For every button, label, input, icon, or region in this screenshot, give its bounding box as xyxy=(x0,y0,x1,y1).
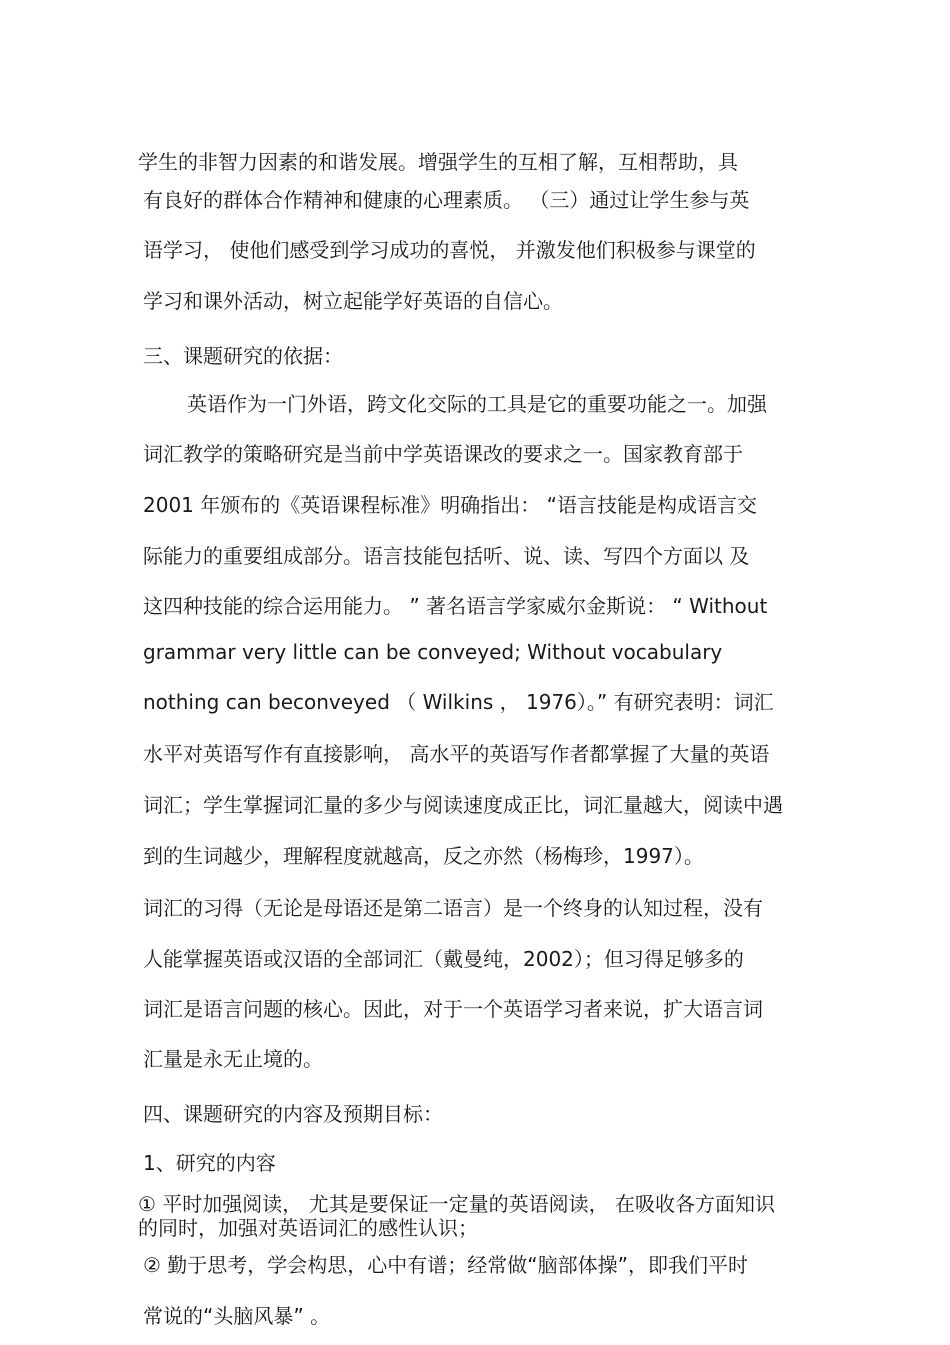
section-heading: 三、课题研究的依据： xyxy=(143,344,343,368)
text-line: 词汇的习得（无论是母语还是第二语言）是一个终身的认知过程，没有 xyxy=(143,896,763,920)
list-item-line: ① 平时加强阅读， 尤其是要保证一定量的英语阅读， 在吸收各方面知识 xyxy=(138,1192,776,1216)
text-line: 语学习， 使他们感受到学习成功的喜悦， 并激发他们积极参与课堂的 xyxy=(143,238,756,262)
text-line: 学习和课外活动，树立起能学好英语的自信心。 xyxy=(143,289,563,313)
subsection-heading: 1、研究的内容 xyxy=(143,1151,276,1175)
text-line: 词汇是语言问题的核心。因此，对于一个英语学习者来说，扩大语言词 xyxy=(143,997,763,1021)
list-item-line: 常说的“头脑风暴” 。 xyxy=(143,1304,331,1328)
text-line: 人能掌握英语或汉语的全部词汇（戴曼纯，2002）；但习得足够多的 xyxy=(143,947,744,971)
text-line: 汇量是永无止境的。 xyxy=(143,1047,323,1071)
text-line: 词汇；学生掌握词汇量的多少与阅读速度成正比，词汇量越大，阅读中遇 xyxy=(143,793,783,817)
text-line: 英语作为一门外语，跨文化交际的工具是它的重要功能之一。加强 xyxy=(187,392,767,416)
list-item-line: ② 勤于思考，学会构思，心中有谱；经常做“脑部体操”，即我们平时 xyxy=(143,1253,749,1277)
text-line: 有良好的群体合作精神和健康的心理素质。 （三）通过让学生参与英 xyxy=(143,188,750,212)
list-item-line: 的同时，加强对英语词汇的感性认识； xyxy=(138,1216,478,1240)
text-line: 水平对英语写作有直接影响， 高水平的英语写作者都掌握了大量的英语 xyxy=(143,742,770,766)
text-line: 这四种技能的综合运用能力。 ” 著名语言学家威尔金斯说： “ Without xyxy=(143,594,768,618)
text-line: 到的生词越少，理解程度就越高，反之亦然（杨梅珍，1997）。 xyxy=(143,844,704,868)
text-line: 学生的非智力因素的和谐发展。增强学生的互相了解，互相帮助，具 xyxy=(138,150,738,174)
text-line: grammar very little can be conveyed; Without vocabulary xyxy=(143,640,723,664)
section-heading: 四、课题研究的内容及预期目标： xyxy=(143,1102,443,1126)
text-line: 词汇教学的策略研究是当前中学英语课改的要求之一。国家教育部于 xyxy=(143,442,743,466)
text-line: nothing can beconveyed （ Wilkins ， 1976）。” 有研究表明：词汇 xyxy=(143,690,774,714)
text-line: 际能力的重要组成部分。语言技能包括听、说、读、写四个方面以 及 xyxy=(143,544,750,568)
text-line: 2001 年颁布的《英语课程标准》明确指出： “语言技能是构成语言交 xyxy=(143,493,757,517)
